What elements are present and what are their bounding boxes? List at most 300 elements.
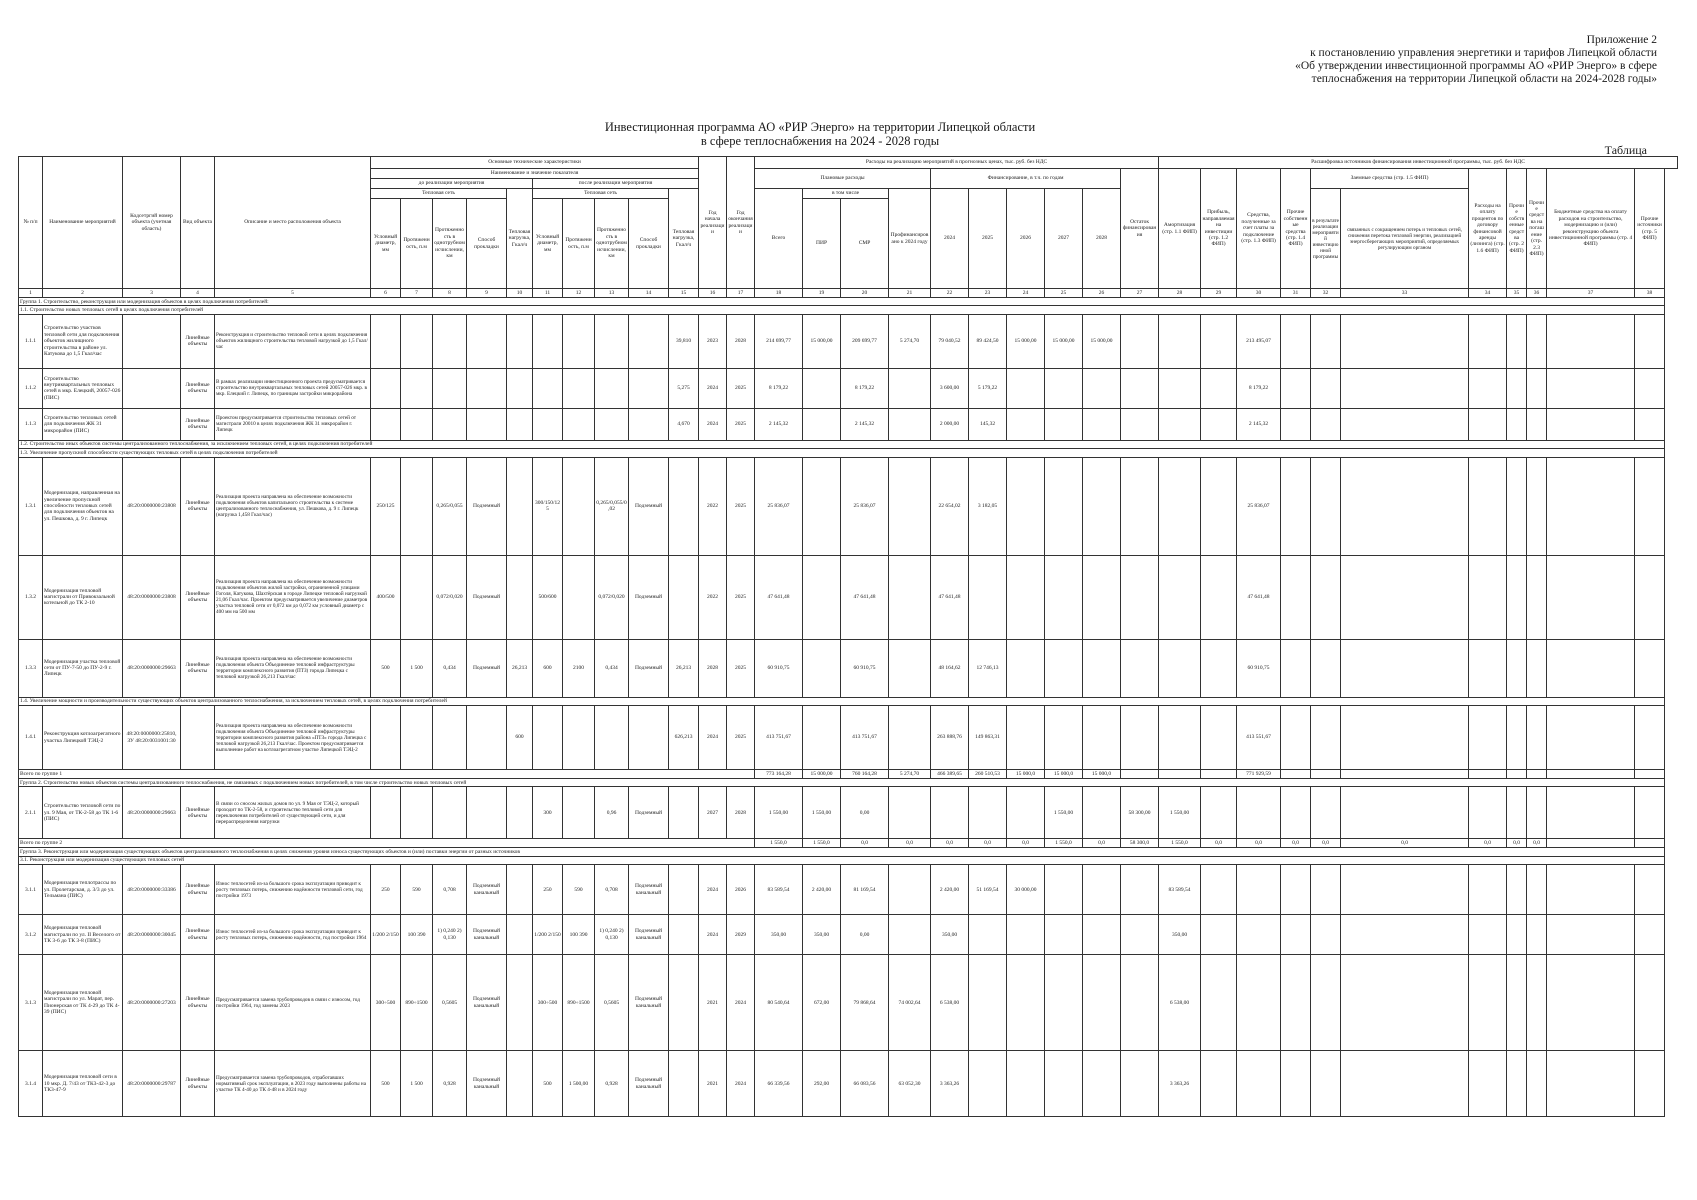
total-tariff: 771 929,59 bbox=[1237, 770, 1281, 779]
hdr-method-after: Способ прокладки bbox=[629, 199, 669, 289]
row-len-after bbox=[563, 368, 595, 408]
row-pir bbox=[803, 706, 841, 770]
hdr-net-before: Тепловая сеть bbox=[371, 189, 507, 199]
row-load-before: 600 bbox=[507, 706, 533, 770]
column-number: 35 bbox=[1507, 289, 1527, 298]
row-method-after: Подземный bbox=[629, 639, 669, 697]
row-load-after: 5,275 bbox=[669, 368, 699, 408]
appendix-line-1: Приложение 2 bbox=[1586, 34, 1657, 46]
row-year-start: 2023 bbox=[699, 314, 727, 368]
row-spec-after bbox=[595, 408, 629, 440]
row-method-after: Подземный канальный bbox=[629, 1051, 669, 1117]
row-code: 48:20:0000000:29663 bbox=[123, 787, 181, 839]
row-empty-cell bbox=[1527, 955, 1547, 1051]
row-len-before bbox=[401, 457, 433, 555]
row-empty-cell bbox=[1547, 555, 1635, 639]
row-empty-cell bbox=[1527, 706, 1547, 770]
row-type: Линейные объекты bbox=[181, 457, 215, 555]
row-tariff: 213 495,07 bbox=[1237, 314, 1281, 368]
row-pir: 15 000,00 bbox=[803, 314, 841, 368]
row-y2028 bbox=[1083, 408, 1121, 440]
row-description: Предусматривается замена трубопроводов в связи с износом, год постройки 1964, год замены 2023 bbox=[215, 955, 371, 1051]
row-empty-cell bbox=[1311, 915, 1341, 955]
table-row bbox=[19, 639, 1678, 697]
row-spec-before bbox=[433, 368, 467, 408]
row-amort: 350,00 bbox=[1159, 915, 1201, 955]
row-spec-before bbox=[433, 787, 467, 839]
row-name: Модернизация, направленная на увеличение пропускной способности тепловых сетей для подключения объектов на ул. Пешкова, д. 9 г. Липецк bbox=[43, 457, 123, 555]
row-pir bbox=[803, 555, 841, 639]
row-diam-after: 1/200 2/150 bbox=[533, 915, 563, 955]
row-empty-cell bbox=[1341, 1051, 1469, 1117]
total-rest bbox=[1121, 770, 1159, 779]
row-smr: 81 169,54 bbox=[841, 865, 889, 915]
row-empty-cell bbox=[1527, 915, 1547, 955]
group-title: Группа 2. Строительство новых объектов системы централизованного теплоснабжения, не связанных с подключением новых потребителей, в том числе строительство новых тепловых сетей bbox=[19, 779, 1665, 787]
row-load-after bbox=[669, 865, 699, 915]
hdr-financed: Профинансировано к 2024 году bbox=[889, 189, 931, 289]
row-empty-cell bbox=[1507, 955, 1527, 1051]
group-title: 1.2. Строительство иных объектов системы централизованного теплоснабжения, за исключением тепловых сетей, в целях подключения потребителей bbox=[19, 440, 1665, 448]
row-empty-cell bbox=[1469, 787, 1507, 839]
row-number: 1.4.1 bbox=[19, 706, 43, 770]
hdr-descr: Описание и место расположения объекта bbox=[215, 157, 371, 289]
row-number: 2.1.1 bbox=[19, 787, 43, 839]
row-y2024: 263 888,76 bbox=[931, 706, 969, 770]
row-empty-cell bbox=[1311, 955, 1341, 1051]
row-year-start: 2027 bbox=[699, 787, 727, 839]
table-row bbox=[19, 955, 1678, 1051]
total-b6 bbox=[1547, 770, 1635, 779]
row-len-before: 100 390 bbox=[401, 915, 433, 955]
row-diam-before: 500 bbox=[371, 1051, 401, 1117]
row-empty-cell bbox=[1311, 639, 1341, 697]
row-empty-cell bbox=[1311, 314, 1341, 368]
total-y26: 0,0 bbox=[1007, 839, 1045, 848]
row-smr: 79 868,64 bbox=[841, 955, 889, 1051]
row-pir: 672,00 bbox=[803, 955, 841, 1051]
appendix-line-2: к постановлению управления энергетики и тарифов Липецкой области bbox=[1310, 47, 1657, 59]
row-type: Линейные объекты bbox=[181, 368, 215, 408]
row-type: Линейные объекты bbox=[181, 787, 215, 839]
row-method-before bbox=[467, 314, 507, 368]
row-load-before bbox=[507, 368, 533, 408]
hdr-amort: Амортизация (стр. 1.1 ФИП) bbox=[1159, 169, 1201, 289]
row-year-end: 2026 bbox=[727, 865, 755, 915]
row-empty-cell bbox=[1527, 555, 1547, 639]
row-diam-after: 300/150/125 bbox=[533, 457, 563, 555]
row-method-after: Подземный bbox=[629, 787, 669, 839]
total-fin: 0,0 bbox=[889, 839, 931, 848]
row-load-after: 4,670 bbox=[669, 408, 699, 440]
row-method-after bbox=[629, 314, 669, 368]
row-y2028 bbox=[1083, 787, 1121, 839]
row-method-before: Подземный канальный bbox=[467, 865, 507, 915]
row-spec-before: 0,434 bbox=[433, 639, 467, 697]
row-len-before: 590 bbox=[401, 865, 433, 915]
row-spec-after: 0,072/0,020 bbox=[595, 555, 629, 639]
row-number: 3.1.3 bbox=[19, 955, 43, 1051]
hdr-y2024: 2024 bbox=[931, 189, 969, 289]
row-empty-cell bbox=[1507, 368, 1527, 408]
column-number: 17 bbox=[727, 289, 755, 298]
row-spec-after bbox=[595, 368, 629, 408]
row-y2028 bbox=[1083, 368, 1121, 408]
row-y2025: 51 169,54 bbox=[969, 865, 1007, 915]
row-empty-cell bbox=[1635, 915, 1665, 955]
row-empty-cell bbox=[1507, 915, 1527, 955]
row-y2026 bbox=[1007, 1051, 1045, 1117]
column-number: 18 bbox=[755, 289, 803, 298]
row-description: В рамках реализации инвестиционного проекта предусматривается строительство внутриквартальных тепловых сетей 20057-026 мкр. в мкр. Елецкий г. Липецк, по границам застройки микрорайона bbox=[215, 368, 371, 408]
row-y2028 bbox=[1083, 457, 1121, 555]
table-row bbox=[19, 368, 1678, 408]
column-number: 15 bbox=[669, 289, 699, 298]
row-name: Строительство участков тепловой сети для подключения объектов жилищного строительства в районе ул. Катукова до 1,5 Гкал/час bbox=[43, 314, 123, 368]
row-load-after bbox=[669, 955, 699, 1051]
row-method-after: Подземный bbox=[629, 555, 669, 639]
row-empty-cell bbox=[1311, 368, 1341, 408]
row-method-after bbox=[629, 408, 669, 440]
row-load-after bbox=[669, 915, 699, 955]
row-type: Линейные объекты bbox=[181, 314, 215, 368]
row-y2027 bbox=[1045, 706, 1083, 770]
total-label: Всего по группе 1 bbox=[19, 770, 755, 779]
row-number: 1.3.2 bbox=[19, 555, 43, 639]
row-own bbox=[1281, 915, 1311, 955]
hdr-y2026: 2026 bbox=[1007, 189, 1045, 289]
total-total: 773 164,28 bbox=[755, 770, 803, 779]
column-number: 12 bbox=[563, 289, 595, 298]
total-y26: 15 000,0 bbox=[1007, 770, 1045, 779]
row-load-before bbox=[507, 787, 533, 839]
row-tariff: 2 145,32 bbox=[1237, 408, 1281, 440]
row-empty-cell bbox=[1341, 915, 1469, 955]
row-y2027: 1 550,00 bbox=[1045, 787, 1083, 839]
total-own bbox=[1281, 770, 1311, 779]
row-y2027 bbox=[1045, 639, 1083, 697]
row-empty-cell bbox=[1635, 955, 1665, 1051]
row-year-end: 2028 bbox=[727, 314, 755, 368]
total-y27: 15 000,0 bbox=[1045, 770, 1083, 779]
row-y2024: 47 641,48 bbox=[931, 555, 969, 639]
row-empty-cell bbox=[1527, 639, 1547, 697]
row-financed bbox=[889, 555, 931, 639]
row-empty-cell bbox=[1341, 555, 1469, 639]
row-empty-cell bbox=[1635, 639, 1665, 697]
row-tariff: 8 179,22 bbox=[1237, 368, 1281, 408]
row-len-before bbox=[401, 706, 433, 770]
total-total: 1 550,0 bbox=[755, 839, 803, 848]
row-rest: 58 300,00 bbox=[1121, 787, 1159, 839]
row-spec-after: 0,96 bbox=[595, 787, 629, 839]
row-code: 48:20:0000000:29787 bbox=[123, 1051, 181, 1117]
row-total: 80 540,64 bbox=[755, 955, 803, 1051]
total-b2 bbox=[1341, 770, 1469, 779]
hdr-other: Прочие источники (стр. 5 ФИП) bbox=[1635, 169, 1665, 289]
row-own bbox=[1281, 368, 1311, 408]
row-rest bbox=[1121, 555, 1159, 639]
row-financed: 63 052,30 bbox=[889, 1051, 931, 1117]
row-tariff bbox=[1237, 787, 1281, 839]
row-financed bbox=[889, 408, 931, 440]
row-diam-after: 300 bbox=[533, 787, 563, 839]
column-number: 20 bbox=[841, 289, 889, 298]
row-spec-before: 0,265/0,055 bbox=[433, 457, 467, 555]
row-number: 1.3.3 bbox=[19, 639, 43, 697]
group-title: 1.3. Увеличение пропускной способности существующих тепловых сетей в целях подключения потребителей bbox=[19, 449, 1665, 457]
row-rest bbox=[1121, 955, 1159, 1051]
row-profit bbox=[1201, 1051, 1237, 1117]
row-y2025 bbox=[969, 787, 1007, 839]
row-rest bbox=[1121, 457, 1159, 555]
row-name: Модернизация тепловой магистрали по ул. II Веселого от ТК 3-6 до ТК 3-8 (ПИС) bbox=[43, 915, 123, 955]
row-empty-cell bbox=[1311, 787, 1341, 839]
column-number: 10 bbox=[507, 289, 533, 298]
row-year-end: 2025 bbox=[727, 555, 755, 639]
group-title: 1.4. Увеличение мощности и производительности существующих объектов централизованного теплоснабжения, за исключением тепловых сетей, в целях подключения потребителей bbox=[19, 697, 1665, 705]
total-y28: 15 000,0 bbox=[1083, 770, 1121, 779]
row-number: 3.1.1 bbox=[19, 865, 43, 915]
row-y2025 bbox=[969, 955, 1007, 1051]
row-len-before: 1 500 bbox=[401, 639, 433, 697]
row-len-after bbox=[563, 457, 595, 555]
hdr-code: Кодсетргий номер объекта (учетная область) bbox=[123, 157, 181, 289]
row-year-start: 2024 bbox=[699, 706, 727, 770]
row-empty-cell bbox=[1311, 706, 1341, 770]
total-smr: 0,0 bbox=[841, 839, 889, 848]
row-y2025: 145,32 bbox=[969, 408, 1007, 440]
row-y2028 bbox=[1083, 639, 1121, 697]
hdr-before: до реализации мероприятия bbox=[371, 179, 533, 189]
row-method-before: Подземный bbox=[467, 457, 507, 555]
total-b2: 0,0 bbox=[1341, 839, 1469, 848]
column-number: 13 bbox=[595, 289, 629, 298]
row-y2026 bbox=[1007, 639, 1045, 697]
row-empty-cell bbox=[1527, 457, 1547, 555]
column-number: 28 bbox=[1159, 289, 1201, 298]
row-len-before bbox=[401, 368, 433, 408]
row-method-after: Подземный bbox=[629, 457, 669, 555]
row-empty-cell bbox=[1635, 408, 1665, 440]
row-tariff: 25 836,07 bbox=[1237, 457, 1281, 555]
row-type: Линейные объекты bbox=[181, 555, 215, 639]
row-load-before bbox=[507, 457, 533, 555]
total-y27: 1 550,0 bbox=[1045, 839, 1083, 848]
column-number: 4 bbox=[181, 289, 215, 298]
row-y2028 bbox=[1083, 1051, 1121, 1117]
row-code: 48:20:0000000:25810, ЗУ 48:20:0031001:30 bbox=[123, 706, 181, 770]
row-empty-cell bbox=[1635, 555, 1665, 639]
row-smr: 413 751,67 bbox=[841, 706, 889, 770]
row-len-after: 1 500,00 bbox=[563, 1051, 595, 1117]
table-row bbox=[19, 915, 1678, 955]
row-empty-cell bbox=[1507, 639, 1527, 697]
hdr-load-before: Тепловая нагрузка, Гкал/ч bbox=[507, 189, 533, 289]
row-pir: 2 420,00 bbox=[803, 865, 841, 915]
total-amort: 1 550,0 bbox=[1159, 839, 1201, 848]
row-amort: 6 538,00 bbox=[1159, 955, 1201, 1051]
row-y2028: 15 000,00 bbox=[1083, 314, 1121, 368]
row-description: Предусматривается замена трубопроводов, отработавших нормативный срок эксплуатации, в 2023 году выполнены работы на участке ТК 4-40 до ТК 4-48 и в 2024 году bbox=[215, 1051, 371, 1117]
row-year-end: 2025 bbox=[727, 408, 755, 440]
row-diam-before: 300÷500 bbox=[371, 955, 401, 1051]
row-y2027 bbox=[1045, 865, 1083, 915]
row-empty-cell bbox=[1507, 787, 1527, 839]
row-empty-cell bbox=[1527, 368, 1547, 408]
row-smr: 2 145,32 bbox=[841, 408, 889, 440]
row-total: 60 910,75 bbox=[755, 639, 803, 697]
row-profit bbox=[1201, 555, 1237, 639]
row-smr: 209 699,77 bbox=[841, 314, 889, 368]
row-pir: 350,00 bbox=[803, 915, 841, 955]
row-empty-cell bbox=[1469, 955, 1507, 1051]
row-y2027: 15 000,00 bbox=[1045, 314, 1083, 368]
row-diam-before: 250 bbox=[371, 865, 401, 915]
row-rest bbox=[1121, 368, 1159, 408]
row-spec-after: 0,708 bbox=[595, 865, 629, 915]
row-empty-cell bbox=[1547, 915, 1635, 955]
total-b1: 0,0 bbox=[1311, 839, 1341, 848]
row-own bbox=[1281, 555, 1311, 639]
row-diam-before bbox=[371, 706, 401, 770]
row-len-after: 2100 bbox=[563, 639, 595, 697]
row-own bbox=[1281, 955, 1311, 1051]
row-empty-cell bbox=[1311, 408, 1341, 440]
row-type: Линейные объекты bbox=[181, 639, 215, 697]
row-empty-cell bbox=[1635, 457, 1665, 555]
row-empty-cell bbox=[1469, 706, 1507, 770]
group-row bbox=[19, 298, 1678, 306]
row-method-before bbox=[467, 787, 507, 839]
row-len-after: 590 bbox=[563, 865, 595, 915]
total-b4 bbox=[1507, 770, 1527, 779]
row-diam-before: 400/500 bbox=[371, 555, 401, 639]
row-pir bbox=[803, 408, 841, 440]
hdr-diam-after: Условный диаметр, мм bbox=[533, 199, 563, 289]
row-y2025: 12 746,13 bbox=[969, 639, 1007, 697]
row-empty-cell bbox=[1469, 639, 1507, 697]
total-y24: 0,0 bbox=[931, 839, 969, 848]
hdr-profit: Прибыль, направляемая на инвестиции (стр. 1.2 ФИП) bbox=[1201, 169, 1237, 289]
total-b5: 0,0 bbox=[1527, 839, 1547, 848]
column-number: 3 bbox=[123, 289, 181, 298]
row-spec-before: 1) 0,240 2) 0,130 bbox=[433, 915, 467, 955]
table-row bbox=[19, 555, 1678, 639]
column-number: 1 bbox=[19, 289, 43, 298]
column-number: 8 bbox=[433, 289, 467, 298]
row-method-after: Подземный канальный bbox=[629, 915, 669, 955]
row-y2025 bbox=[969, 555, 1007, 639]
row-empty-cell bbox=[1469, 1051, 1507, 1117]
row-code bbox=[123, 408, 181, 440]
row-empty-cell bbox=[1547, 368, 1635, 408]
row-spec-before: 0,072/0,020 bbox=[433, 555, 467, 639]
row-empty-cell bbox=[1311, 555, 1341, 639]
row-y2027 bbox=[1045, 368, 1083, 408]
row-empty-cell bbox=[1341, 314, 1469, 368]
hdr-name: Наименование мероприятий bbox=[43, 157, 123, 289]
row-method-before: Подземный канальный bbox=[467, 1051, 507, 1117]
row-year-end: 2024 bbox=[727, 1051, 755, 1117]
hdr-own: Прочие собственные средства (стр. 1.4 ФИП) bbox=[1281, 169, 1311, 289]
row-len-before bbox=[401, 555, 433, 639]
total-row bbox=[19, 770, 1678, 779]
row-description: Реализация проекта направлена на обеспечение возможности подключения объекта Объединение тепловой инфраструктуры территории комплексного развития (ПТЗ) города Липецка с тепловой нагрузкой 26,213 Гкал/час bbox=[215, 639, 371, 697]
total-tariff: 0,0 bbox=[1237, 839, 1281, 848]
row-method-before bbox=[467, 706, 507, 770]
investment-table-wrapper bbox=[18, 156, 1678, 1156]
row-own bbox=[1281, 314, 1311, 368]
row-method-after bbox=[629, 706, 669, 770]
row-rest bbox=[1121, 915, 1159, 955]
column-number: 38 bbox=[1635, 289, 1665, 298]
row-len-before: 1 500 bbox=[401, 1051, 433, 1117]
hdr-spec-after: Протяженность в однотрубном исчислении, км bbox=[595, 199, 629, 289]
row-y2027 bbox=[1045, 555, 1083, 639]
row-year-start: 2021 bbox=[699, 955, 727, 1051]
appendix-line-4: теплоснабжения на территории Липецкой области на 2024-2028 годы» bbox=[1311, 73, 1657, 85]
row-y2025 bbox=[969, 1051, 1007, 1117]
row-pir bbox=[803, 639, 841, 697]
total-y28: 0,0 bbox=[1083, 839, 1121, 848]
hdr-pir: ПИР bbox=[803, 199, 841, 289]
row-code: 48:20:0000000:30045 bbox=[123, 915, 181, 955]
row-empty-cell bbox=[1635, 706, 1665, 770]
row-total: 350,00 bbox=[755, 915, 803, 955]
hdr-sources: Расшифровка источников финансирования инвестиционной программы, тыс. руб. без НДС bbox=[1159, 157, 1678, 169]
row-y2026: 15 000,00 bbox=[1007, 314, 1045, 368]
row-y2026 bbox=[1007, 457, 1045, 555]
row-year-start: 2028 bbox=[699, 639, 727, 697]
row-empty-cell bbox=[1507, 314, 1527, 368]
row-total: 2 145,32 bbox=[755, 408, 803, 440]
row-empty-cell bbox=[1469, 314, 1507, 368]
table-row bbox=[19, 787, 1678, 839]
column-number: 30 bbox=[1237, 289, 1281, 298]
row-type: Линейные объекты bbox=[181, 955, 215, 1051]
row-profit bbox=[1201, 314, 1237, 368]
row-method-before bbox=[467, 408, 507, 440]
hdr-borrowed: Заемные средства (стр. 1.5 ФИП) bbox=[1311, 169, 1469, 189]
row-empty-cell bbox=[1635, 368, 1665, 408]
row-code: 48:20:0000000:23808 bbox=[123, 457, 181, 555]
row-method-before: Подземный bbox=[467, 639, 507, 697]
row-spec-before: 0,708 bbox=[433, 865, 467, 915]
row-empty-cell bbox=[1547, 408, 1635, 440]
row-y2027 bbox=[1045, 457, 1083, 555]
row-number: 3.1.2 bbox=[19, 915, 43, 955]
row-empty-cell bbox=[1341, 408, 1469, 440]
row-year-end: 2029 bbox=[727, 915, 755, 955]
row-empty-cell bbox=[1341, 787, 1469, 839]
row-name: Модернизация тепловой магистрали по ул. Марат, пер. Пионерская от ТК 4-29 до ТК 4-39 (ПИС) bbox=[43, 955, 123, 1051]
row-spec-after: 0,5605 bbox=[595, 955, 629, 1051]
row-empty-cell bbox=[1311, 1051, 1341, 1117]
row-amort bbox=[1159, 706, 1201, 770]
row-tariff bbox=[1237, 1051, 1281, 1117]
group-row bbox=[19, 848, 1678, 856]
row-y2024: 48 164,62 bbox=[931, 639, 969, 697]
row-diam-after: 300÷500 bbox=[533, 955, 563, 1051]
total-b5 bbox=[1527, 770, 1547, 779]
row-empty-cell bbox=[1547, 706, 1635, 770]
row-description: Реализация проекта направлена на обеспечение возможности подключения объекта Объединение тепловой инфраструктуры территории комплексного развития района «ПТЗ» города Липецка с тепловой нагрузкой 26,213 Гкал/час. Проектом предусматривается выполнение работ на котлоагрегатном участке Липецкой ТЭЦ-2 bbox=[215, 706, 371, 770]
total-smr: 760 164,28 bbox=[841, 770, 889, 779]
hdr-borrowed-a: в результате реализации мероприятий инвестиционной программы bbox=[1311, 189, 1341, 289]
row-empty-cell bbox=[1469, 408, 1507, 440]
row-y2027 bbox=[1045, 1051, 1083, 1117]
